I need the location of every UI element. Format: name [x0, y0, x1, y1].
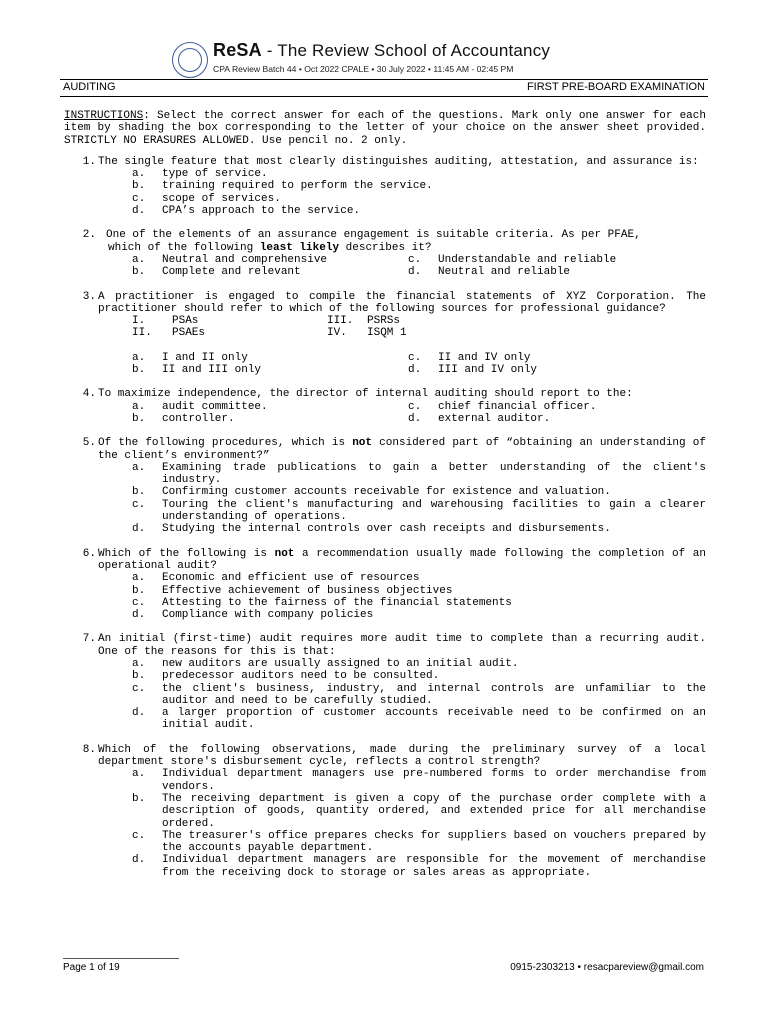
subject-label: AUDITING: [63, 81, 116, 93]
page-header: [0, 36, 768, 80]
roman-i: I. PSAs: [132, 315, 199, 328]
option-3d: d. III and IV only: [408, 364, 538, 377]
header-rule-bottom: [60, 96, 708, 97]
option-3c: c. II and IV only: [408, 351, 531, 364]
exam-content: [64, 110, 706, 891]
option-8b: b. The receiving department is given a copy of the purchase order complete with a description of goods, quantity ordered, and extended price for all merchandise ordered.: [132, 792, 706, 830]
option-2c: c. Understandable and reliable: [408, 253, 617, 266]
option-7d: d. a larger proportion of customer accounts receivable need to be confirmed on an initial audit.: [132, 707, 706, 732]
batch-info: CPA Review Batch 44 • Oct 2022 CPALE • 30 July 2022 • 11:45 AM - 02:45 PM: [213, 64, 514, 74]
option-2b: b. Complete and relevant: [132, 266, 301, 279]
option-2a: a. Neutral and comprehensive: [132, 253, 328, 266]
page-number: Page 1 of 19: [63, 962, 120, 973]
option-4b: b. controller.: [132, 412, 235, 425]
option-3b: b. II and III only: [132, 364, 262, 377]
option-7b: b. predecessor auditors need to be consulted.: [132, 670, 440, 683]
contact-info: 0915-2303213 • resacpareview@gmail.com: [510, 962, 704, 973]
option-5b: b. Confirming customer accounts receivable for existence and valuation.: [132, 486, 611, 499]
option-8d: d. Individual department managers are responsible for the movement of merchandise from the receiving dock to storage or sales areas as appropriate.: [132, 854, 706, 879]
option-1c: c. scope of services.: [132, 192, 281, 205]
option-4c: c. chief financial officer.: [408, 400, 597, 413]
option-6b: b. Effective achievement of business objectives: [132, 584, 453, 597]
option-2d: d. Neutral and reliable: [408, 266, 571, 279]
option-6a: a. Economic and efficient use of resources: [132, 572, 420, 585]
instructions: INSTRUCTIONS: Select the correct answer for each of the questions. Mark only one answer for each item by shading the box corresponding to the letter of your choice on the answer sheet provided. STRICTLY NO ERASURES ALLOWED. Use pencil no. 2 only.: [64, 110, 706, 147]
option-5c: c. Touring the client's manufacturing and warehousing facilities to gain a clearer understanding of operations.: [132, 498, 706, 524]
option-6d: d. Compliance with company policies: [132, 609, 374, 622]
question-5: 5. Of the following procedures, which is not considered part of “obtaining an understanding of the client’s environment?” a. Examining trade publications to gain a better understanding of the client's industry. b. Confirming customer accounts receivable for existence and valuation. c. Touring the client's manufacturing and warehousing facilities to gain a clearer understanding of operations. d. Studying the internal controls over cash receipts and disbursements.: [64, 437, 706, 535]
roman-iii: III. PSRSs: [327, 315, 401, 328]
option-5a: a. Examining trade publications to gain a better understanding of the client's industry.: [132, 461, 706, 487]
header-rule-top: [60, 79, 708, 80]
question-7: 7. An initial (first-time) audit requires more audit time to complete than a recurring audit. One of the reasons for this is that: a. new auditors are usually assigned to an initial audit. b. predecessor auditors need to be consulted. c. the client's business, industry, and internal controls are unfamiliar to the auditor and need to be carefully studied. d. a larger proportion of customer accounts receivable need to be confirmed on an initial audit.: [64, 633, 706, 731]
school-name: ReSA - The Review School of Accountancy: [213, 40, 551, 60]
option-4a: a. audit committee.: [132, 400, 268, 413]
option-5d: d. Studying the internal controls over cash receipts and disbursements.: [132, 523, 611, 536]
question-3: 3. A practitioner is engaged to compile the financial statements of XYZ Corporation. The practitioner should refer to which of the following sources for professional guidance? I. PSAs III. PSRSs II. PSAEs IV. ISQM 1 a. I and II only c. II and IV only b. II and III only d. III and IV only: [82, 290, 706, 377]
option-3a: a. I and II only: [132, 351, 248, 364]
option-1d: d. CPA’s approach to the service.: [132, 205, 361, 218]
option-8a: a. Individual department managers use pre-numbered forms to order merchandise from vendors.: [132, 768, 706, 793]
option-7a: a. new auditors are usually assigned to an initial audit.: [132, 657, 519, 670]
option-1b: b. training required to perform the service.: [132, 180, 433, 193]
option-6c: c. Attesting to the fairness of the financial statements: [132, 596, 512, 609]
exam-title: FIRST PRE-BOARD EXAMINATION: [526, 81, 705, 93]
roman-iv: IV. ISQM 1: [327, 327, 407, 340]
question-4: 4. To maximize independence, the director of internal auditing should report to the: a. audit committee. c. chief financial officer. b. controller. d. external auditor.: [64, 388, 706, 425]
option-1a: a. type of service.: [132, 168, 268, 181]
roman-ii: II. PSAEs: [132, 327, 206, 340]
question-2: 2. One of the elements of an assurance engagement is suitable criteria. As per PFAE, which of the following least likely describes it? a. Neutral and comprehensive c. Understandable and reliable b. Complete and relevant d. Neutral and reliable: [64, 229, 706, 278]
resa-logo-icon: [172, 42, 208, 78]
option-8c: c. The treasurer's office prepares checks for suppliers based on vouchers prepared by the accounts payable department.: [132, 829, 706, 855]
footer-rule: [63, 958, 179, 959]
question-8: 8. Which of the following observations, made during the preliminary survey of a local department store's disbursement cycle, reflects a control strength? a. Individual department managers use pre-numbered forms to order merchandise from vendors. b. The receiving department is given a copy of the purchase order complete with a description of goods, quantity ordered, and extended price for all merchandise ordered. c. The treasurer's office prepares checks for suppliers based on vouchers prepared by the accounts payable department. d. Individual department managers are responsible for the movement of merchandise from the receiving dock to storage or sales areas as appropriate.: [64, 744, 706, 879]
question-6: 6. Which of the following is not a recommendation usually made following the completion of an operational audit? a. Economic and efficient use of resources b. Effective achievement of business objectives c. Attesting to the fairness of the financial statements d. Compliance with company policies: [64, 548, 706, 622]
option-7c: c. the client's business, industry, and internal controls are unfamiliar to the auditor and need to be carefully studied.: [132, 682, 706, 707]
question-1: 1. The single feature that most clearly distinguishes auditing, attestation, and assurance is: a. type of service. b. training required to perform the service. c. scope of services. d. CPA’s approach to the service.: [64, 156, 706, 217]
option-4d: d. external auditor.: [408, 412, 551, 425]
